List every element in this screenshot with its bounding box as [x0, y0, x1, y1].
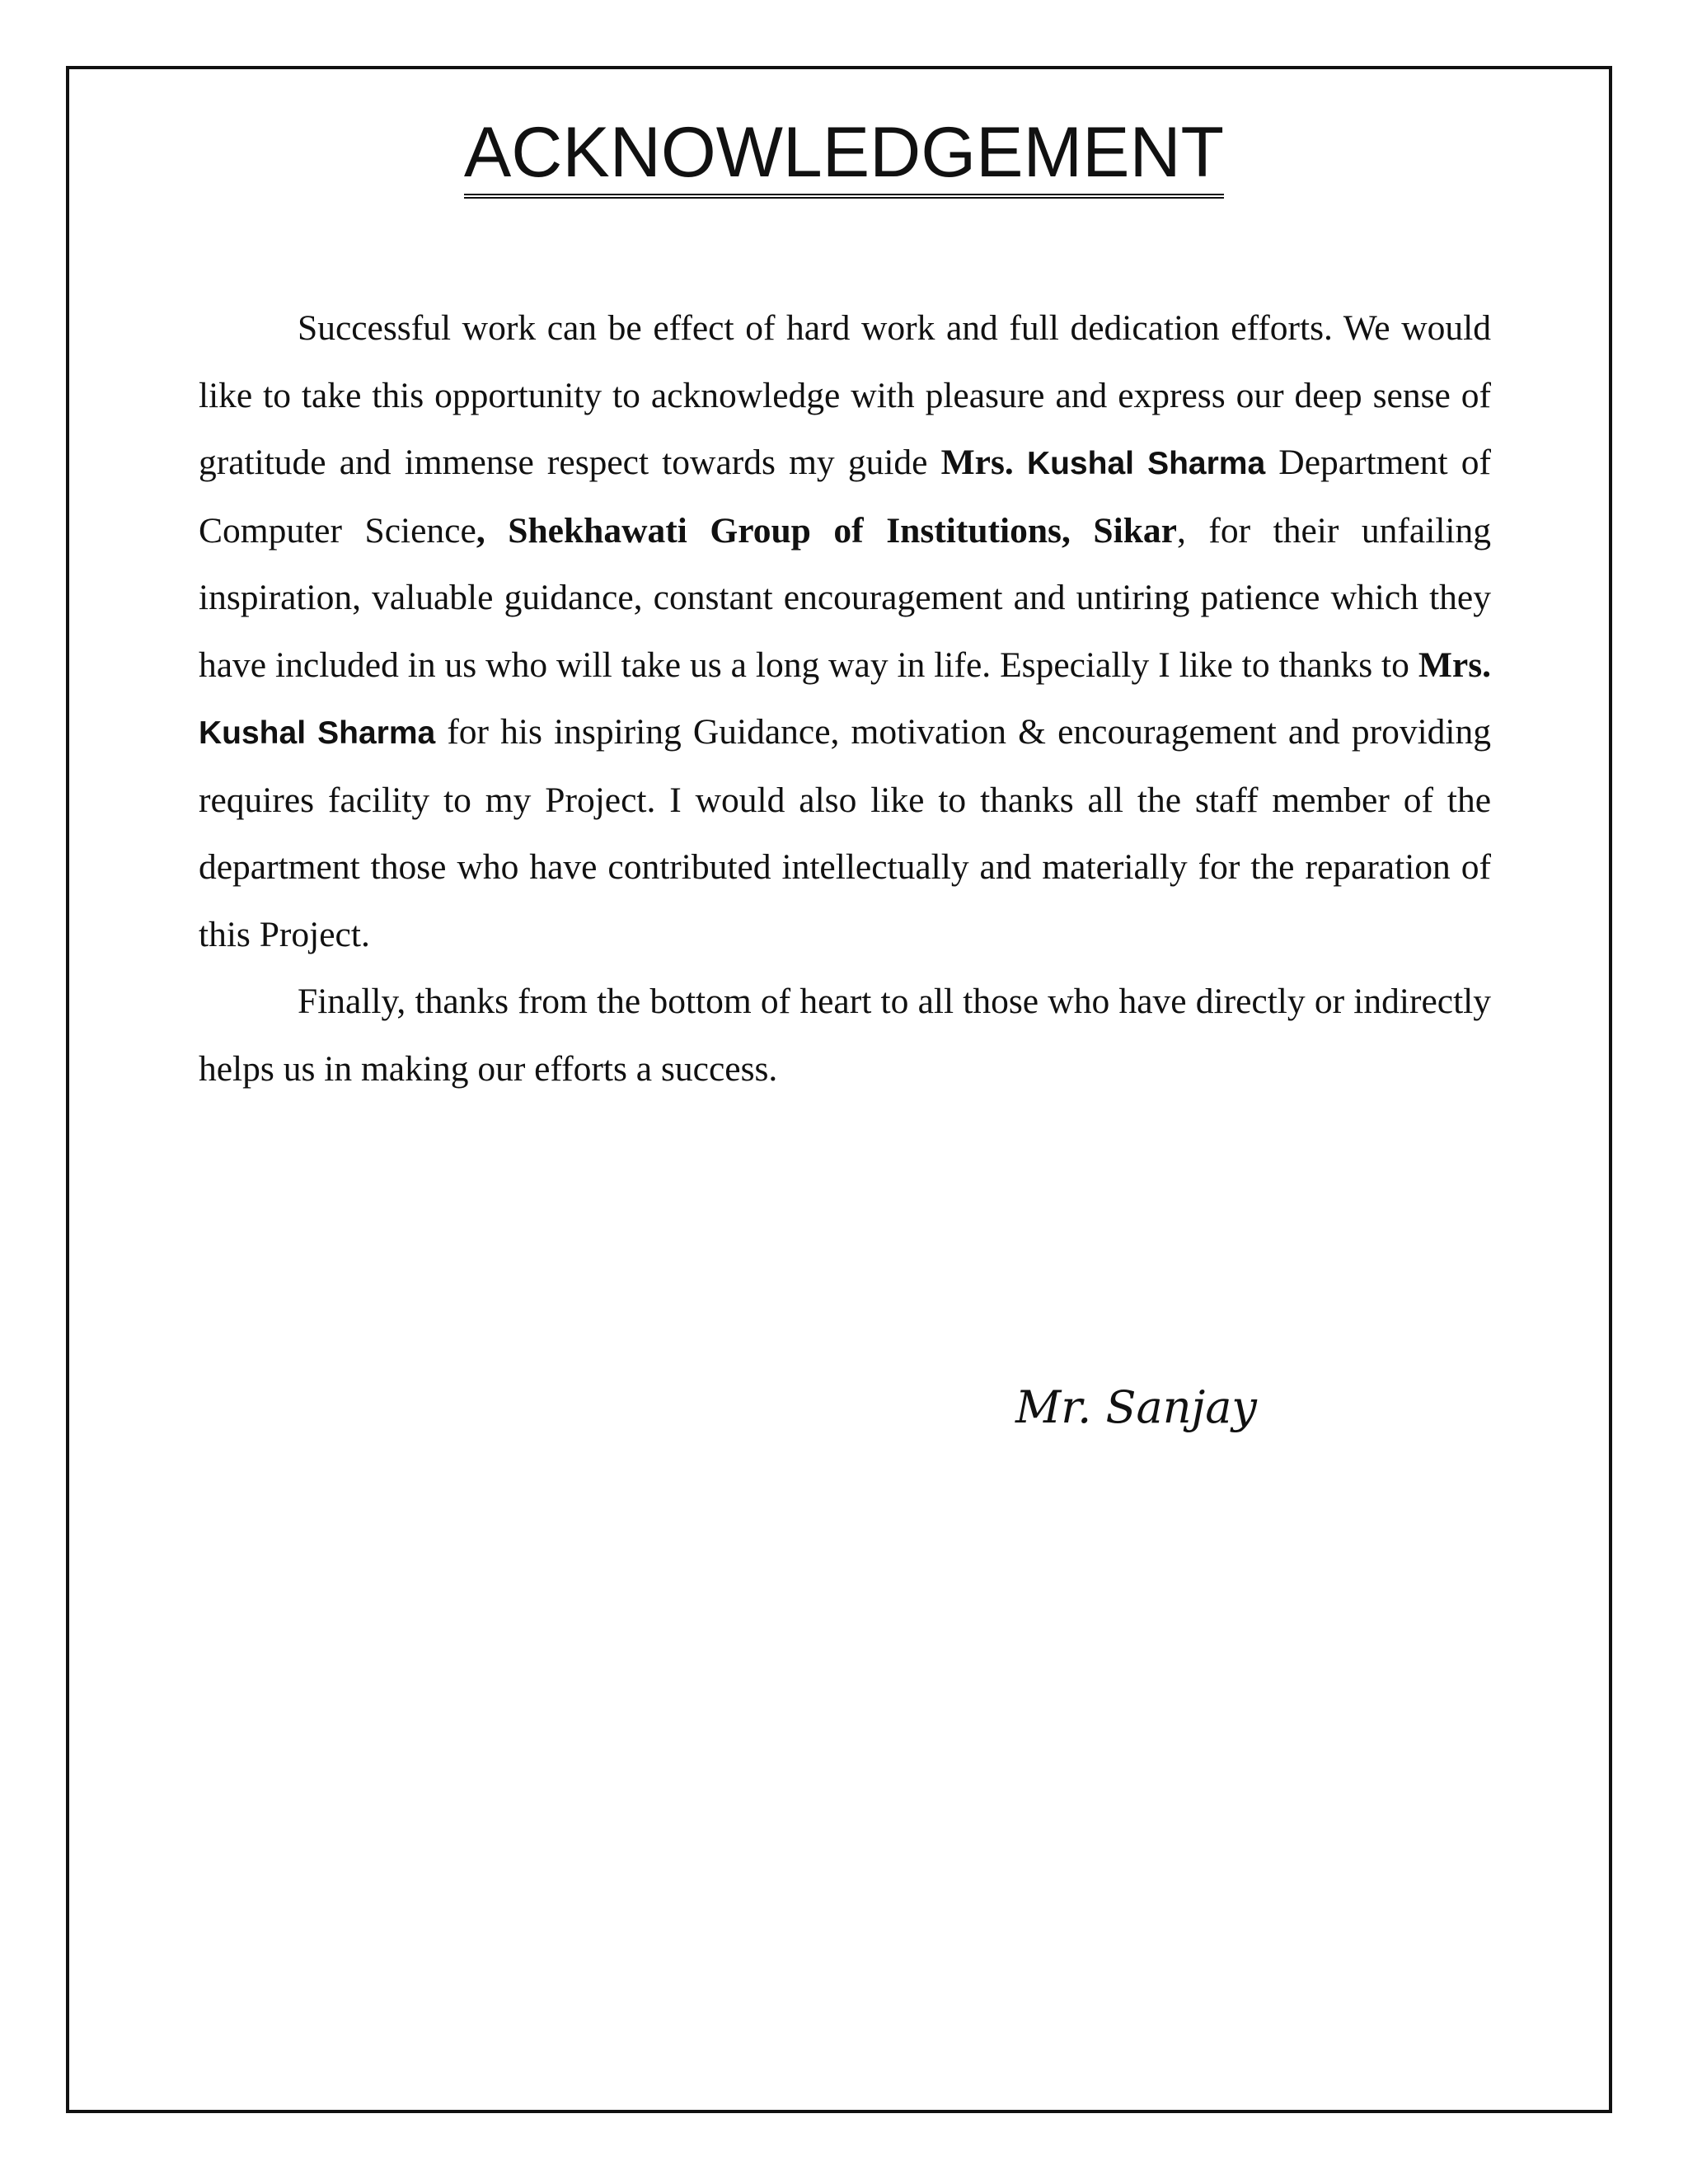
paragraph-1 — [199, 295, 1491, 968]
p1-text-3: , for their unfailing inspiration, valuable guidance, constant encouragement and untiring patience which they have included in us who will take us a long way in life. Especially I like to thanks to — [199, 510, 1491, 685]
guide-prefix: Mrs. — [940, 443, 1014, 482]
paragraph-2: Finally, thanks from the bottom of heart to all those who have directly or indirectly helps us in making our efforts a success. — [199, 982, 1491, 1089]
title-text: ACKNOWLEDGEMENT — [464, 114, 1224, 199]
p1-text-1: Successful work can be effect of hard work and full dedication efforts. We would like to take this opportunity to acknowledge with pleasure and express our deep sense of gratitude and immense respect towards my guide — [199, 308, 1491, 482]
guide-name: Kushal Sharma — [1026, 446, 1266, 481]
guide2-prefix: Mrs. — [1418, 644, 1491, 685]
page-title — [0, 114, 1688, 199]
signature: Mr. Sanjay — [1015, 1381, 1257, 1433]
p1-text-4: for his inspiring Guidance, motivation & encouragement and providing requires facility to my Project. I would also like to thanks all the staff member of the department those who have contributed intellectually and materially for the reparation of this Project. — [199, 712, 1491, 954]
guide2-name: Kushal Sharma — [199, 715, 436, 751]
p1-text-2: Department of Computer Science — [199, 443, 1491, 551]
institution-name: , Shekhawati Group of Institutions, Sikar — [476, 510, 1177, 551]
acknowledgement-body — [199, 295, 1491, 1103]
